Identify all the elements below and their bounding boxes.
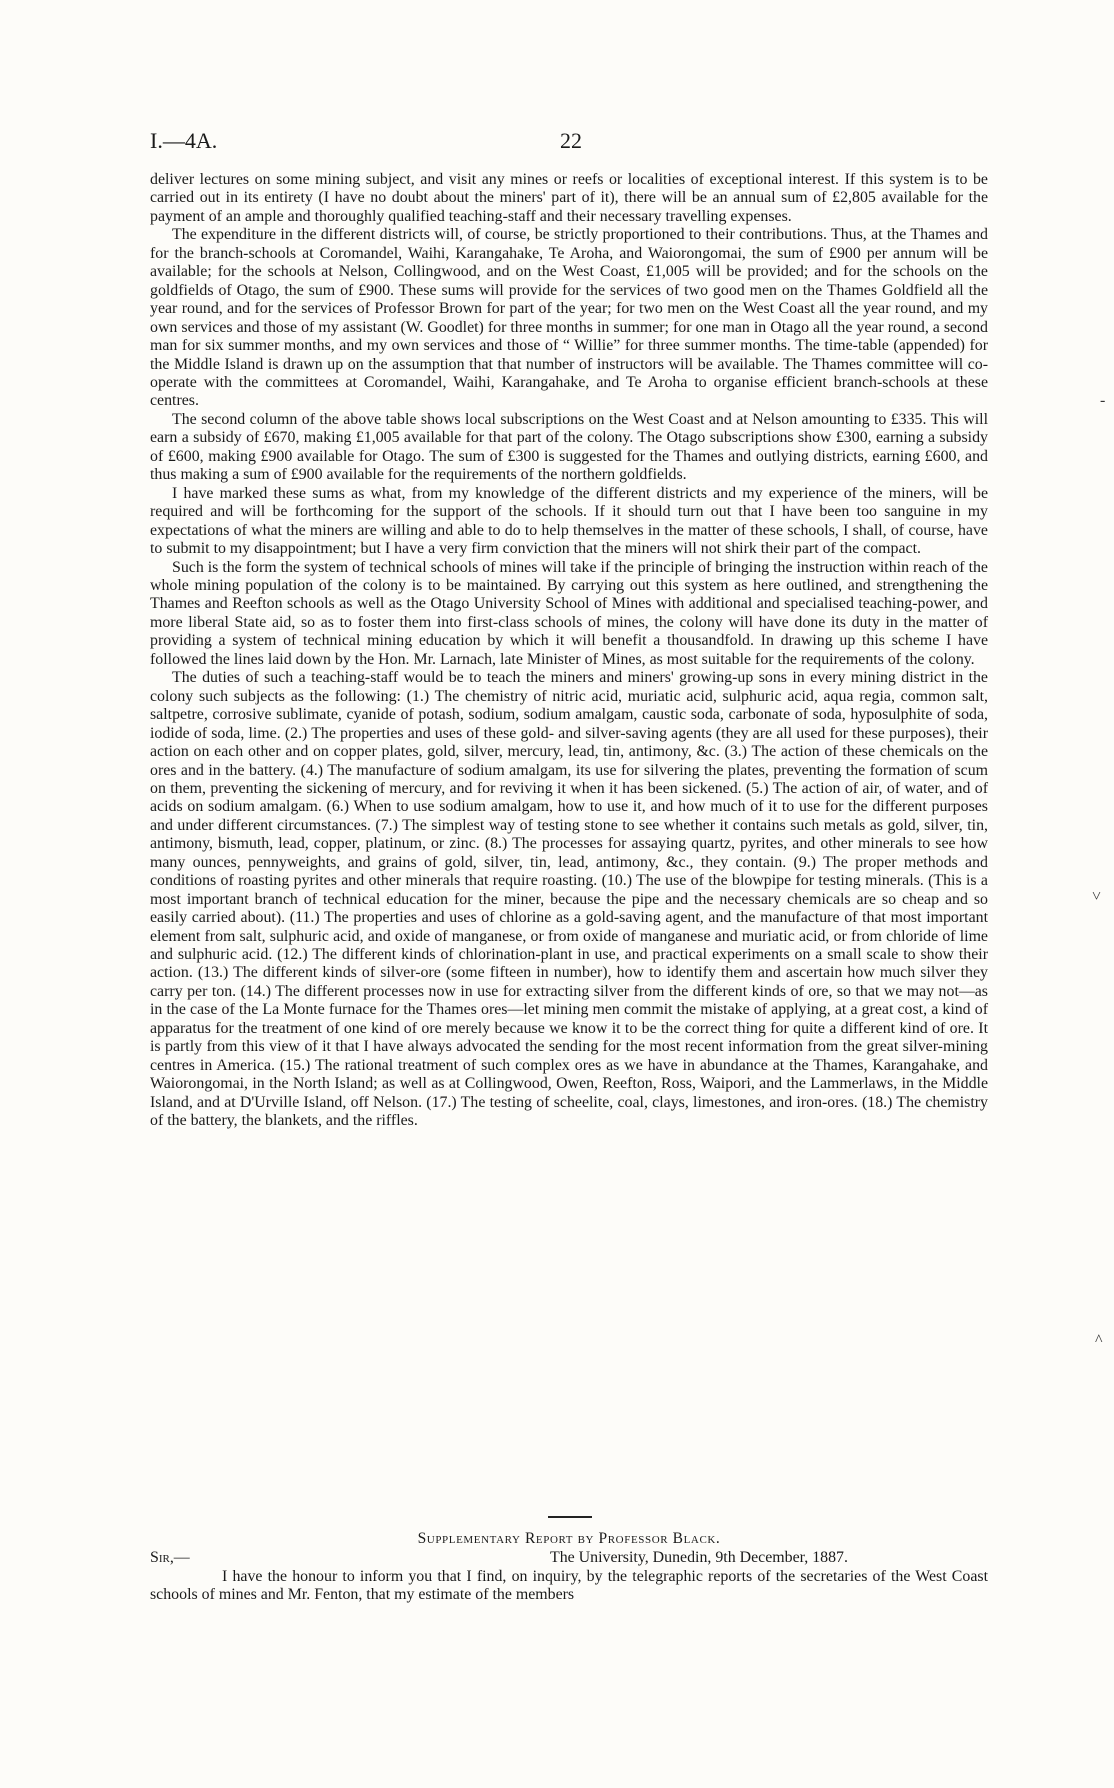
page-number: 22 bbox=[560, 128, 582, 153]
letter-dateline: The University, Dunedin, 9th December, 1887. bbox=[550, 1549, 848, 1566]
paragraph: I have marked these sums as what, from my knowledge of the different districts and my experience of the miners, will be required and will be forthcoming for the support of the schools. If it should turn out that I have been too sanguine in my expectations of what the miners are willing and able to do to help themselves in the matter of these schools, I shall, of course, have to submit to my disappointment; but I have a very firm conviction that the miners will not shirk their part of the compact. bbox=[150, 484, 988, 558]
document-reference: I.—4A. bbox=[150, 128, 218, 153]
salutation: Sir,— bbox=[150, 1549, 190, 1566]
paragraph: The duties of such a teaching-staff would be to teach the miners and miners' growing-up sons in every mining district in the colony such subjects as the following: (1.) The chemistry of nitric acid, muriatic acid, sulphuric acid, aqua regia, common salt, saltpetre, corrosive sublimate, cyanide of potash, sodium, sodium amalgam, caustic soda, carbonate of soda, hyposulphite of soda, iodide of soda, lime. (2.) The properties and uses of these gold- and silver-saving agents (they are all used for these purposes), their action on each other and on copper plates, gold, silver, mercury, lead, tin, antimony, &c. (3.) The action of these chemicals on the ores and in the battery. (4.) The manufacture of sodium amalgam, its use for silvering the plates, preventing the formation of scum on them, preventing the sickening of mercury, and for reviving it when it has been sickened. (5.) The action of air, of water, and of acids on sodium amalgam. (6.) When to use sodium amalgam, how to use it, and how much of it to use for the different purposes and under different circumstances. (7.) The simplest way of testing stone to see whether it contains such metals as gold, silver, tin, antimony, bismuth, lead, copper, platinum, or zinc. (8.) The processes for assaying quartz, pyrites, and other minerals to see how many ounces, pennyweights, and grains of gold, silver, tin, lead, antimony, &c., they contain. (9.) The proper methods and conditions of roasting pyrites and other minerals that require roasting. (10.) The use of the blowpipe for testing minerals. (This is a most important branch of technical education for the miner, because the pipe and the necessary chemicals are so cheap and so easily carried about). (11.) The properties and uses of chlorine as a gold-saving agent, and the manufacture of that most important element from salt, sulphuric acid, and oxide of manganese, or from oxide of manganese and muriatic acid, or from chloride of lime and sulphuric acid. (12.) The different kinds of chlorination-plant in use, and practical experiments on a small scale to show their action. (13.) The different kinds of silver-ore (some fifteen in number), how to identify them and ascertain how much silver they carry per ton. (14.) The different processes now in use for extracting silver from the different kinds of ore, so that we may not—as in the case of the La Monte furnace for the Thames ores—let mining men commit the mistake of applying, at a great cost, a kind of apparatus for the treatment of one kind of ore merely because we know it to be the correct thing for quite a different kind of ore. It is partly from this view of it that I have always advocated the sending for the most recent information from the great silver-mining centres in America. (15.) The rational treatment of such complex ores as we have in abundance at the Thames, Karangahake, and Waiorongomai, in the North Island; as well as at Collingwood, Owen, Reefton, Ross, Waipori, and the Lammerlaws, in the Middle Island, and at D'Urville Island, off Nelson. (17.) The testing of scheelite, coal, clays, limestones, and iron-ores. (18.) The chemistry of the battery, the blankets, and the riffles. bbox=[150, 669, 988, 1130]
report-body bbox=[150, 171, 988, 1131]
paragraph: deliver lectures on some mining subject, and visit any mines or reefs or localities of exceptional interest. If this system is to be carried out in its entirety (I have no doubt about the miners' part of it), there will be an annual sum of £2,805 available for the payment of an ample and thoroughly qualified teaching-staff and their necessary travelling expenses. bbox=[150, 171, 988, 225]
paragraph: The second column of the above table shows local subscriptions on the West Coast and at Nelson amounting to £335. This will earn a subsidy of £670, making £1,005 available for that part of the colony. The Otago subscriptions show £300, earning a subsidy of £600, making £900 available for Otago. The sum of £300 is suggested for the Thames and outlying districts, earning £600, and thus making a sum of £900 available for the requirements of the northern goldfields. bbox=[150, 410, 988, 484]
letter-opening: I have the honour to inform you that I find, on inquiry, by the telegraphic reports of the secretaries of the West Coast schools of mines and Mr. Fenton, that my estimate of the members bbox=[150, 1568, 988, 1604]
paragraph: Such is the form the system of technical schools of mines will take if the principle of bringing the instruction within reach of the whole mining population of the colony is to be maintained. By carrying out this system as here outlined, and strengthening the Thames and Reefton schools as well as the Otago University School of Mines with additional and specialised teaching-power, and more liberal State aid, so as to foster them into first-class schools of mines, the colony will have done its duty in the matter of providing a system of technical mining education by which it will benefit a thousandfold. In drawing up this scheme I have followed the lines laid down by the Hon. Mr. Larnach, late Minister of Mines, as most suitable for the requirements of the colony. bbox=[150, 558, 988, 668]
paragraph: The expenditure in the different districts will, of course, be strictly proportioned to their contributions. Thus, at the Thames and for the branch-schools at Coromandel, Waihi, Karangahake, Te Aroha, and Waiorongomai, the sum of £900 per annum will be available; for the schools at Nelson, Collingwood, and on the West Coast, £1,005 will be provided; and for the schools on the goldfields of Otago, the sum of £900. These sums will provide for the services of two good men on the Thames Goldfield all the year round, and for the services of Professor Brown for part of the year; for two men on the West Coast all the year round, and my own services and those of my assistant (W. Goodlet) for three months in summer; for one man in Otago all the year round, a second man for six summer months, and my own services and those of “ Willie” for three summer months. The time-table (appended) for the Middle Island is drawn up on the assumption that that number of instructors will be available. The Thames committee will co-operate with the committees at Coromandel, Waihi, Karangahake, and Te Aroha to organise efficient branch-schools at these centres. bbox=[150, 226, 988, 410]
page-header bbox=[150, 128, 970, 160]
section-divider bbox=[548, 1516, 592, 1518]
supplementary-report-title: Supplementary Report by Professor Black. bbox=[417, 1530, 721, 1547]
margin-mark: ^ bbox=[1095, 1332, 1103, 1349]
margin-mark: ˅ bbox=[1092, 888, 1102, 905]
margin-mark: - bbox=[1100, 392, 1106, 409]
